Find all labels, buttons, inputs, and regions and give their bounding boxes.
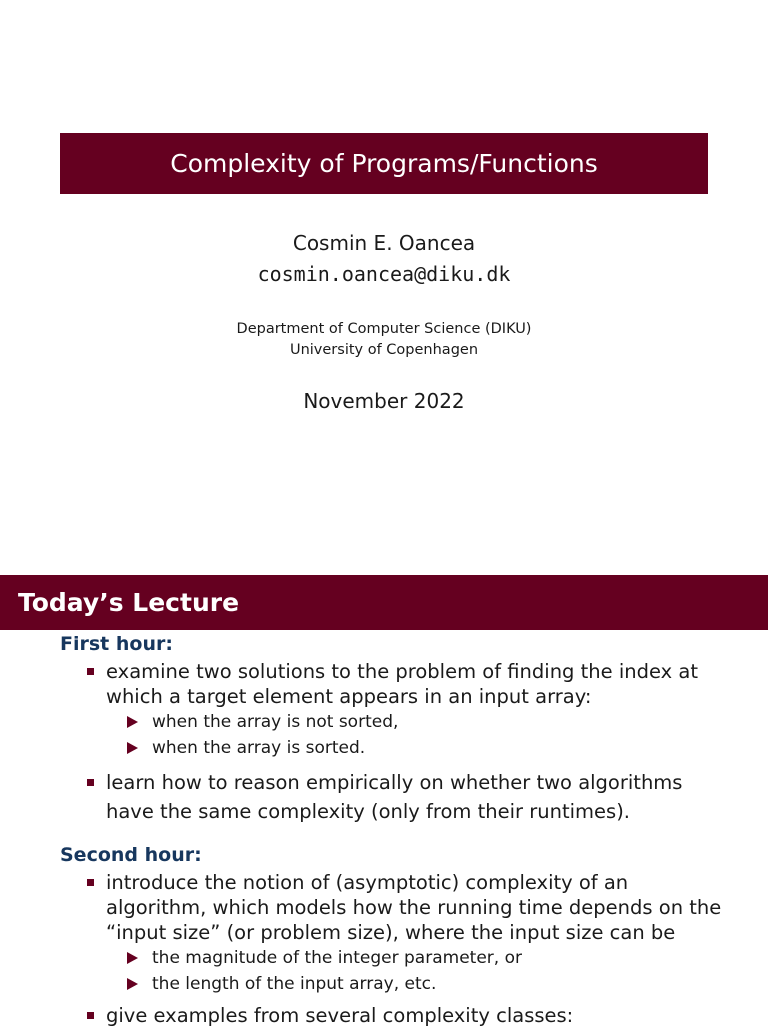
- triangle-bullet-icon: [127, 742, 138, 754]
- slide-title: Complexity of Programs/Functions: [170, 149, 598, 178]
- square-bullet-icon: [87, 668, 94, 675]
- first-hour-label: First hour:: [60, 633, 173, 655]
- list-item-text: give examples from several complexity classes:: [106, 1004, 574, 1027]
- sub-list-item-text: the length of the input array, etc.: [152, 974, 437, 994]
- sub-list-item-text: the magnitude of the integer parameter, or: [152, 948, 522, 968]
- title-banner: [60, 133, 708, 194]
- presentation-date: November 2022: [303, 389, 465, 413]
- list-item-text: examine two solutions to the problem of finding the index at which a target element appears in an input array:: [106, 660, 698, 708]
- lecture-header: [0, 575, 768, 630]
- sub-list-item: [127, 737, 365, 759]
- list-item-text: learn how to reason empirically on whether two algorithms have the same complexity (only from their runtimes).: [106, 771, 683, 823]
- triangle-bullet-icon: [127, 716, 138, 728]
- sub-list-item-text: when the array is sorted.: [152, 738, 366, 758]
- sub-list-item-text: when the array is not sorted,: [152, 712, 399, 732]
- square-bullet-icon: [87, 779, 94, 786]
- list-item: [87, 768, 727, 826]
- university: University of Copenhagen: [289, 342, 479, 358]
- triangle-bullet-icon: [127, 978, 138, 990]
- author-email[interactable]: cosmin.oancea@diku.dk: [257, 262, 511, 286]
- list-item: [87, 870, 727, 945]
- triangle-bullet-icon: [127, 952, 138, 964]
- square-bullet-icon: [87, 1012, 94, 1019]
- author-name: Cosmin E. Oancea: [292, 231, 476, 255]
- sub-list-item: [127, 947, 522, 969]
- second-hour-label: Second hour:: [60, 844, 202, 866]
- sub-list-item: [127, 973, 436, 995]
- list-item: [87, 1003, 727, 1028]
- affiliation: [0, 319, 768, 361]
- sub-list-item: [127, 711, 398, 733]
- list-item-text: introduce the notion of (asymptotic) complexity of an algorithm, which models how the running time depends on the “input size” (or problem size), where the input size can be: [106, 871, 722, 944]
- list-item: [87, 659, 727, 709]
- lecture-heading: Today’s Lecture: [18, 588, 240, 617]
- square-bullet-icon: [87, 879, 94, 886]
- department: Department of Computer Science (DIKU): [236, 321, 532, 337]
